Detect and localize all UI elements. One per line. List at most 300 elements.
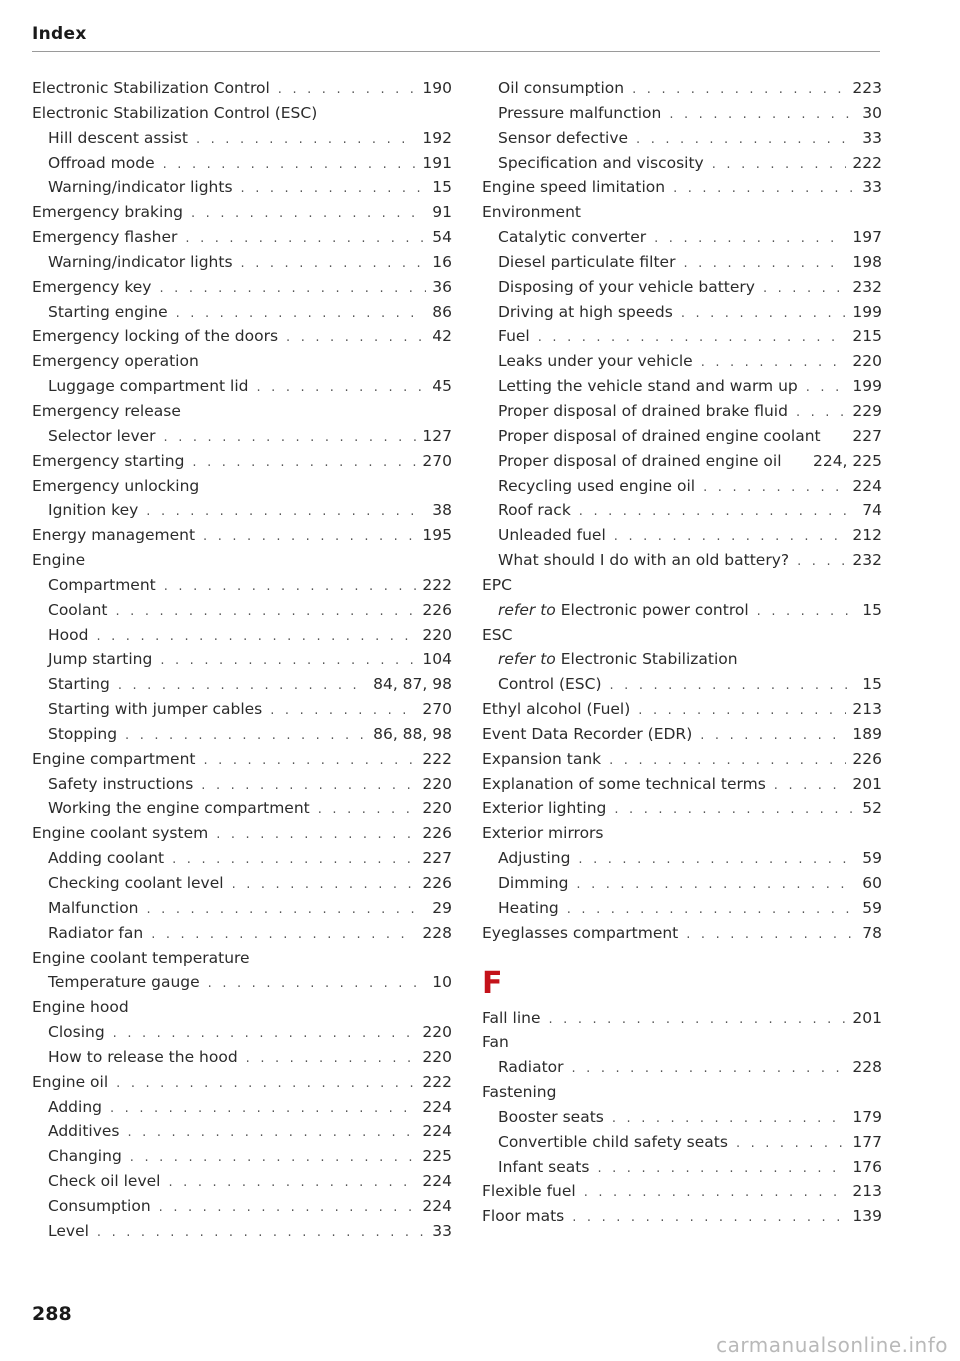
entry-text: Starting engine bbox=[48, 302, 168, 321]
dot-leader bbox=[318, 798, 417, 823]
entry-text: EPC bbox=[482, 575, 512, 594]
dot-leader bbox=[232, 873, 417, 898]
entry-text: Explanation of some technical terms bbox=[482, 774, 766, 793]
dot-leader bbox=[683, 252, 846, 277]
entry-text: Environment bbox=[482, 203, 581, 222]
index-subentry bbox=[482, 1055, 882, 1080]
entry-text: Energy management bbox=[32, 526, 196, 545]
entry-text: Exterior lighting bbox=[482, 799, 607, 818]
page-reference: 52 bbox=[862, 799, 882, 818]
entry-label bbox=[482, 821, 604, 846]
index-subentry bbox=[32, 722, 452, 747]
dot-leader bbox=[241, 177, 427, 202]
index-entry bbox=[32, 821, 452, 846]
page-reference: 224 bbox=[422, 1196, 452, 1215]
entry-label bbox=[498, 275, 755, 300]
entry-label bbox=[498, 151, 704, 176]
index-subentry bbox=[482, 399, 882, 424]
page-reference: 226 bbox=[852, 749, 882, 768]
page-reference: 15 bbox=[862, 600, 882, 619]
index-subentry bbox=[32, 424, 452, 449]
entry-text: Engine compartment bbox=[32, 749, 196, 768]
page-reference: 232 bbox=[852, 277, 882, 296]
entry-label bbox=[498, 1055, 564, 1080]
page-reference: 192 bbox=[422, 128, 452, 147]
dot-leader bbox=[113, 1022, 417, 1047]
dot-leader bbox=[169, 1171, 417, 1196]
entry-text: Engine bbox=[32, 551, 86, 570]
dot-leader bbox=[97, 1221, 426, 1246]
index-subentry bbox=[32, 1095, 452, 1120]
entry-text: Booster seats bbox=[498, 1107, 604, 1126]
page-reference: 30 bbox=[862, 103, 882, 122]
index-subentry bbox=[32, 697, 452, 722]
entry-text: Emergency unlocking bbox=[32, 476, 200, 495]
entry-label bbox=[48, 921, 143, 946]
entry-label bbox=[482, 697, 630, 722]
entry-text: Leaks under your vehicle bbox=[498, 352, 693, 371]
entry-text: Level bbox=[48, 1221, 89, 1240]
entry-label bbox=[48, 623, 88, 648]
entry-text: Specification and viscosity bbox=[498, 153, 704, 172]
index-entry bbox=[32, 946, 452, 971]
entry-label bbox=[498, 225, 646, 250]
page-reference: 190 bbox=[422, 79, 452, 97]
page-reference: 33 bbox=[862, 178, 882, 197]
entry-label bbox=[32, 200, 183, 225]
entry-label bbox=[48, 796, 310, 821]
page-reference: 45 bbox=[432, 377, 452, 396]
page-reference: 229 bbox=[852, 401, 882, 420]
dot-leader bbox=[806, 376, 847, 401]
page-reference: 270 bbox=[422, 700, 452, 719]
entry-text: ESC bbox=[482, 625, 513, 644]
index-subentry bbox=[32, 300, 452, 325]
entry-label bbox=[32, 995, 129, 1020]
page-reference: 213 bbox=[852, 700, 882, 719]
index-entry bbox=[482, 573, 882, 598]
entry-label bbox=[482, 623, 512, 648]
entry-label bbox=[498, 424, 821, 449]
index-subentry bbox=[32, 573, 452, 598]
page-reference: 60 bbox=[862, 874, 882, 892]
entry-label bbox=[498, 126, 628, 151]
entry-text: Changing bbox=[48, 1147, 122, 1166]
entry-text: Floor mats bbox=[482, 1207, 565, 1226]
index-subentry bbox=[32, 175, 452, 200]
entry-text: Temperature gauge bbox=[48, 973, 200, 992]
entry-label bbox=[482, 722, 692, 747]
entry-label bbox=[498, 101, 661, 126]
index-entry bbox=[482, 1204, 882, 1229]
index-entry bbox=[32, 76, 452, 101]
entry-text: Engine coolant system bbox=[32, 824, 209, 843]
dot-leader bbox=[208, 972, 427, 997]
page-reference: 59 bbox=[862, 898, 882, 917]
entry-label bbox=[482, 200, 581, 225]
dot-leader bbox=[736, 1132, 846, 1157]
entry-text: Proper disposal of drained engine oil bbox=[498, 451, 782, 470]
entry-text: Dimming bbox=[498, 874, 569, 892]
dot-leader bbox=[614, 798, 856, 823]
entry-label bbox=[498, 871, 568, 896]
entry-label bbox=[482, 573, 512, 598]
entry-label bbox=[32, 324, 278, 349]
index-subentry bbox=[482, 275, 882, 300]
entry-text: Malfunction bbox=[48, 898, 139, 917]
entry-text: Electronic Stabilization bbox=[560, 650, 738, 669]
entry-text: Electronic Stabilization Control (ESC) bbox=[32, 103, 318, 122]
page-reference: 176 bbox=[852, 1157, 882, 1176]
dot-leader bbox=[612, 1107, 847, 1132]
entry-text: Proper disposal of drained brake fluid bbox=[498, 401, 788, 420]
dot-leader bbox=[538, 326, 847, 351]
page-reference: 220 bbox=[852, 352, 882, 371]
index-entry bbox=[482, 200, 882, 225]
dot-leader bbox=[654, 227, 846, 252]
dot-leader bbox=[673, 177, 856, 202]
entry-label bbox=[48, 1219, 89, 1244]
index-subentry bbox=[32, 598, 452, 623]
letter-heading: F bbox=[482, 965, 503, 1001]
index-subentry bbox=[482, 151, 882, 176]
index-subentry bbox=[32, 921, 452, 946]
index-entry bbox=[482, 1080, 882, 1105]
index-subentry bbox=[482, 76, 882, 101]
dot-leader bbox=[597, 1157, 846, 1182]
entry-text: Control (ESC) bbox=[498, 675, 602, 694]
entry-label bbox=[32, 821, 208, 846]
dot-leader bbox=[203, 525, 416, 550]
entry-text: Emergency locking of the doors bbox=[32, 327, 279, 346]
entry-text: Fastening bbox=[482, 1083, 557, 1102]
page-reference: 222 bbox=[422, 575, 452, 594]
index-subentry bbox=[482, 1155, 882, 1180]
page-reference: 220 bbox=[422, 799, 452, 818]
entry-text: Closing bbox=[48, 1023, 105, 1042]
page-reference: 228 bbox=[422, 923, 452, 942]
entry-label bbox=[498, 349, 693, 374]
dot-leader bbox=[763, 277, 846, 302]
entry-text: Hill descent assist bbox=[48, 128, 188, 147]
entry-text: Stopping bbox=[48, 724, 118, 743]
entry-label bbox=[48, 126, 188, 151]
refer-to-note: refer to bbox=[498, 650, 556, 669]
entry-text: Engine oil bbox=[32, 1072, 109, 1091]
entry-label bbox=[48, 1194, 151, 1219]
entry-text: Exterior mirrors bbox=[482, 824, 604, 843]
dot-leader bbox=[164, 426, 417, 451]
index-subentry bbox=[482, 349, 882, 374]
page-reference: 15 bbox=[862, 675, 882, 694]
entry-label bbox=[498, 324, 530, 349]
index-entry bbox=[482, 921, 882, 946]
dot-leader bbox=[796, 401, 846, 426]
index-subentry bbox=[482, 250, 882, 275]
index-subentry bbox=[482, 498, 882, 523]
dot-leader bbox=[572, 1057, 847, 1082]
page-reference: 220 bbox=[422, 774, 452, 793]
dot-leader bbox=[669, 103, 856, 128]
dot-leader bbox=[578, 848, 856, 873]
index-entry bbox=[32, 474, 452, 499]
page-reference: 33 bbox=[432, 1221, 452, 1240]
entry-label bbox=[48, 598, 108, 623]
page-reference: 38 bbox=[432, 501, 452, 520]
index-subentry bbox=[32, 1144, 452, 1169]
entry-text: Emergency operation bbox=[32, 352, 199, 371]
entry-text: Safety instructions bbox=[48, 774, 194, 793]
dot-leader bbox=[572, 1206, 846, 1231]
index-entry bbox=[32, 399, 452, 424]
index-subentry bbox=[482, 896, 882, 921]
page-reference: 220 bbox=[422, 1023, 452, 1042]
entry-text: Pressure malfunction bbox=[498, 103, 662, 122]
page-reference: 220 bbox=[422, 1047, 452, 1066]
entry-label bbox=[482, 796, 606, 821]
entry-text: Disposing of your vehicle battery bbox=[498, 277, 755, 296]
index-subentry bbox=[482, 449, 882, 474]
entry-text: Proper disposal of drained engine coolant bbox=[498, 426, 821, 445]
page-reference: 139 bbox=[852, 1207, 882, 1226]
entry-label bbox=[498, 374, 798, 399]
entry-label bbox=[48, 1095, 102, 1120]
entry-label bbox=[498, 498, 571, 523]
entry-label bbox=[32, 399, 181, 424]
entry-text: Unleaded fuel bbox=[498, 526, 606, 545]
entry-text: Ignition key bbox=[48, 501, 139, 520]
entry-label bbox=[498, 523, 606, 548]
index-subentry bbox=[32, 896, 452, 921]
index-subentry bbox=[482, 1105, 882, 1130]
index-subentry bbox=[32, 1194, 452, 1219]
entry-text: Catalytic converter bbox=[498, 228, 647, 247]
entry-text: Adding bbox=[48, 1097, 102, 1116]
entry-text: Diesel particulate filter bbox=[498, 252, 676, 271]
entry-label bbox=[498, 76, 624, 101]
index-entry bbox=[32, 324, 452, 349]
entry-label bbox=[48, 300, 168, 325]
dot-leader bbox=[125, 724, 367, 749]
index-subentry bbox=[32, 1020, 452, 1045]
entry-text: Driving at high speeds bbox=[498, 302, 673, 321]
index-entry bbox=[482, 821, 882, 846]
entry-label bbox=[48, 1119, 119, 1144]
page-reference: 226 bbox=[422, 874, 452, 892]
index-subentry bbox=[482, 474, 882, 499]
dot-leader bbox=[151, 923, 416, 948]
index-entry bbox=[32, 523, 452, 548]
page-reference: 222 bbox=[422, 1072, 452, 1091]
index-subentry bbox=[32, 1219, 452, 1244]
page-reference: 223 bbox=[852, 79, 882, 97]
index-entry bbox=[482, 697, 882, 722]
index-entry bbox=[482, 796, 882, 821]
page-reference: 197 bbox=[852, 228, 882, 247]
entry-label bbox=[482, 1006, 541, 1031]
dot-leader bbox=[701, 351, 847, 376]
entry-label bbox=[48, 1144, 122, 1169]
page-reference: 191 bbox=[422, 153, 452, 172]
index-column-left bbox=[32, 76, 452, 1244]
entry-label bbox=[482, 921, 678, 946]
dot-leader bbox=[712, 153, 847, 178]
index-entry bbox=[482, 1006, 882, 1031]
entry-label bbox=[32, 523, 195, 548]
entry-label bbox=[482, 772, 766, 797]
index-subentry bbox=[482, 548, 882, 573]
entry-label bbox=[48, 896, 139, 921]
index-subentry bbox=[32, 672, 452, 697]
entry-text: Working the engine compartment bbox=[48, 799, 310, 818]
dot-leader bbox=[147, 898, 427, 923]
page-reference: 215 bbox=[852, 327, 882, 346]
page-reference: 226 bbox=[422, 824, 452, 843]
entry-label bbox=[48, 871, 224, 896]
index-subentry bbox=[482, 424, 882, 449]
entry-label bbox=[482, 747, 601, 772]
index-entry bbox=[32, 449, 452, 474]
entry-label bbox=[48, 250, 233, 275]
entry-label bbox=[498, 672, 602, 697]
index-entry bbox=[32, 101, 452, 126]
page-reference: 220 bbox=[422, 625, 452, 644]
entry-text: Warning/indicator lights bbox=[48, 252, 233, 271]
entry-text: Jump starting bbox=[48, 650, 153, 669]
entry-text: Selector lever bbox=[48, 426, 156, 445]
index-subentry bbox=[32, 1169, 452, 1194]
dot-leader bbox=[609, 749, 846, 774]
dot-leader bbox=[164, 575, 417, 600]
entry-label bbox=[48, 647, 152, 672]
dot-leader bbox=[159, 277, 426, 302]
index-entry bbox=[482, 1179, 882, 1204]
index-entry bbox=[482, 747, 882, 772]
entry-text: Letting the vehicle stand and warm up bbox=[498, 377, 798, 396]
index-subentry bbox=[32, 846, 452, 871]
entry-label bbox=[482, 1179, 576, 1204]
dot-leader bbox=[549, 1008, 847, 1033]
dot-leader bbox=[567, 898, 857, 923]
dot-leader bbox=[632, 78, 846, 103]
dot-leader bbox=[614, 525, 847, 550]
dot-leader bbox=[201, 774, 416, 799]
entry-text: Eyeglasses compartment bbox=[482, 923, 679, 942]
dot-leader bbox=[110, 1097, 416, 1122]
dot-leader bbox=[146, 500, 426, 525]
index-subentry bbox=[482, 846, 882, 871]
entry-label bbox=[48, 697, 262, 722]
page-reference: 177 bbox=[852, 1132, 882, 1151]
page-reference: 54 bbox=[432, 228, 452, 247]
entry-label bbox=[498, 250, 675, 275]
entry-label bbox=[482, 1204, 564, 1229]
entry-text: Emergency braking bbox=[32, 203, 184, 222]
entry-text: Fall line bbox=[482, 1008, 541, 1027]
dot-leader bbox=[686, 923, 856, 948]
page-reference: 270 bbox=[422, 451, 452, 470]
dot-leader bbox=[116, 600, 417, 625]
page-reference: 91 bbox=[432, 203, 452, 222]
entry-text: Starting bbox=[48, 675, 110, 694]
entry-label bbox=[48, 672, 110, 697]
entry-text: Emergency key bbox=[32, 277, 152, 296]
entry-text: Ethyl alcohol (Fuel) bbox=[482, 700, 631, 719]
entry-label bbox=[482, 1030, 509, 1055]
index-entry bbox=[32, 747, 452, 772]
entry-label bbox=[498, 449, 782, 474]
page-reference: 29 bbox=[432, 898, 452, 917]
dot-leader bbox=[636, 128, 856, 153]
index-entry bbox=[482, 623, 882, 648]
entry-label bbox=[32, 946, 250, 971]
entry-label bbox=[48, 374, 248, 399]
page-reference: 10 bbox=[432, 973, 452, 992]
watermark: carmanualsonline.info bbox=[716, 1333, 948, 1357]
page-reference: 16 bbox=[432, 252, 452, 271]
entry-text: Fan bbox=[482, 1033, 509, 1052]
dot-leader bbox=[159, 1196, 417, 1221]
page-reference: 195 bbox=[422, 526, 452, 545]
index-entry bbox=[32, 995, 452, 1020]
index-subentry bbox=[482, 523, 882, 548]
dot-leader bbox=[579, 500, 856, 525]
entry-label bbox=[32, 1070, 108, 1095]
entry-text: Emergency flasher bbox=[32, 228, 178, 247]
entry-text: Additives bbox=[48, 1122, 120, 1141]
entry-label bbox=[48, 424, 156, 449]
dot-leader bbox=[256, 376, 426, 401]
dot-leader bbox=[127, 1121, 416, 1146]
page-reference: 222 bbox=[422, 749, 452, 768]
entry-label bbox=[48, 772, 193, 797]
page-reference: 224 bbox=[422, 1097, 452, 1116]
entry-text: Engine coolant temperature bbox=[32, 948, 250, 967]
dot-leader bbox=[681, 302, 847, 327]
entry-text: Emergency starting bbox=[32, 451, 185, 470]
entry-text: Flexible fuel bbox=[482, 1182, 576, 1201]
entry-label bbox=[32, 76, 270, 101]
page-reference: 222 bbox=[852, 153, 882, 172]
entry-text: Fuel bbox=[498, 327, 530, 346]
index-subentry bbox=[482, 647, 882, 672]
page-reference: 224 bbox=[422, 1172, 452, 1191]
dot-leader bbox=[278, 78, 417, 103]
dot-leader bbox=[196, 128, 416, 153]
page-reference: 179 bbox=[852, 1107, 882, 1126]
index-entry bbox=[32, 548, 452, 573]
entry-label bbox=[498, 399, 788, 424]
page-reference: 212 bbox=[852, 526, 882, 545]
dot-leader bbox=[270, 699, 416, 724]
entry-text: Electronic power control bbox=[560, 600, 749, 619]
entry-label bbox=[48, 846, 164, 871]
entry-text: Starting with jumper cables bbox=[48, 700, 263, 719]
entry-text: Engine speed limitation bbox=[482, 178, 666, 197]
entry-text: Checking coolant level bbox=[48, 874, 224, 892]
index-subentry bbox=[482, 598, 882, 623]
index-subentry bbox=[482, 101, 882, 126]
entry-label bbox=[498, 598, 749, 623]
page-reference: 201 bbox=[852, 1008, 882, 1027]
entry-text: Check oil level bbox=[48, 1172, 161, 1191]
entry-text: Adding coolant bbox=[48, 849, 165, 868]
page-reference: 189 bbox=[852, 724, 882, 743]
page-reference: 84, 87, 98 bbox=[373, 675, 452, 694]
dot-leader bbox=[246, 1047, 417, 1072]
dot-leader bbox=[700, 724, 846, 749]
index-subentry bbox=[482, 871, 882, 896]
